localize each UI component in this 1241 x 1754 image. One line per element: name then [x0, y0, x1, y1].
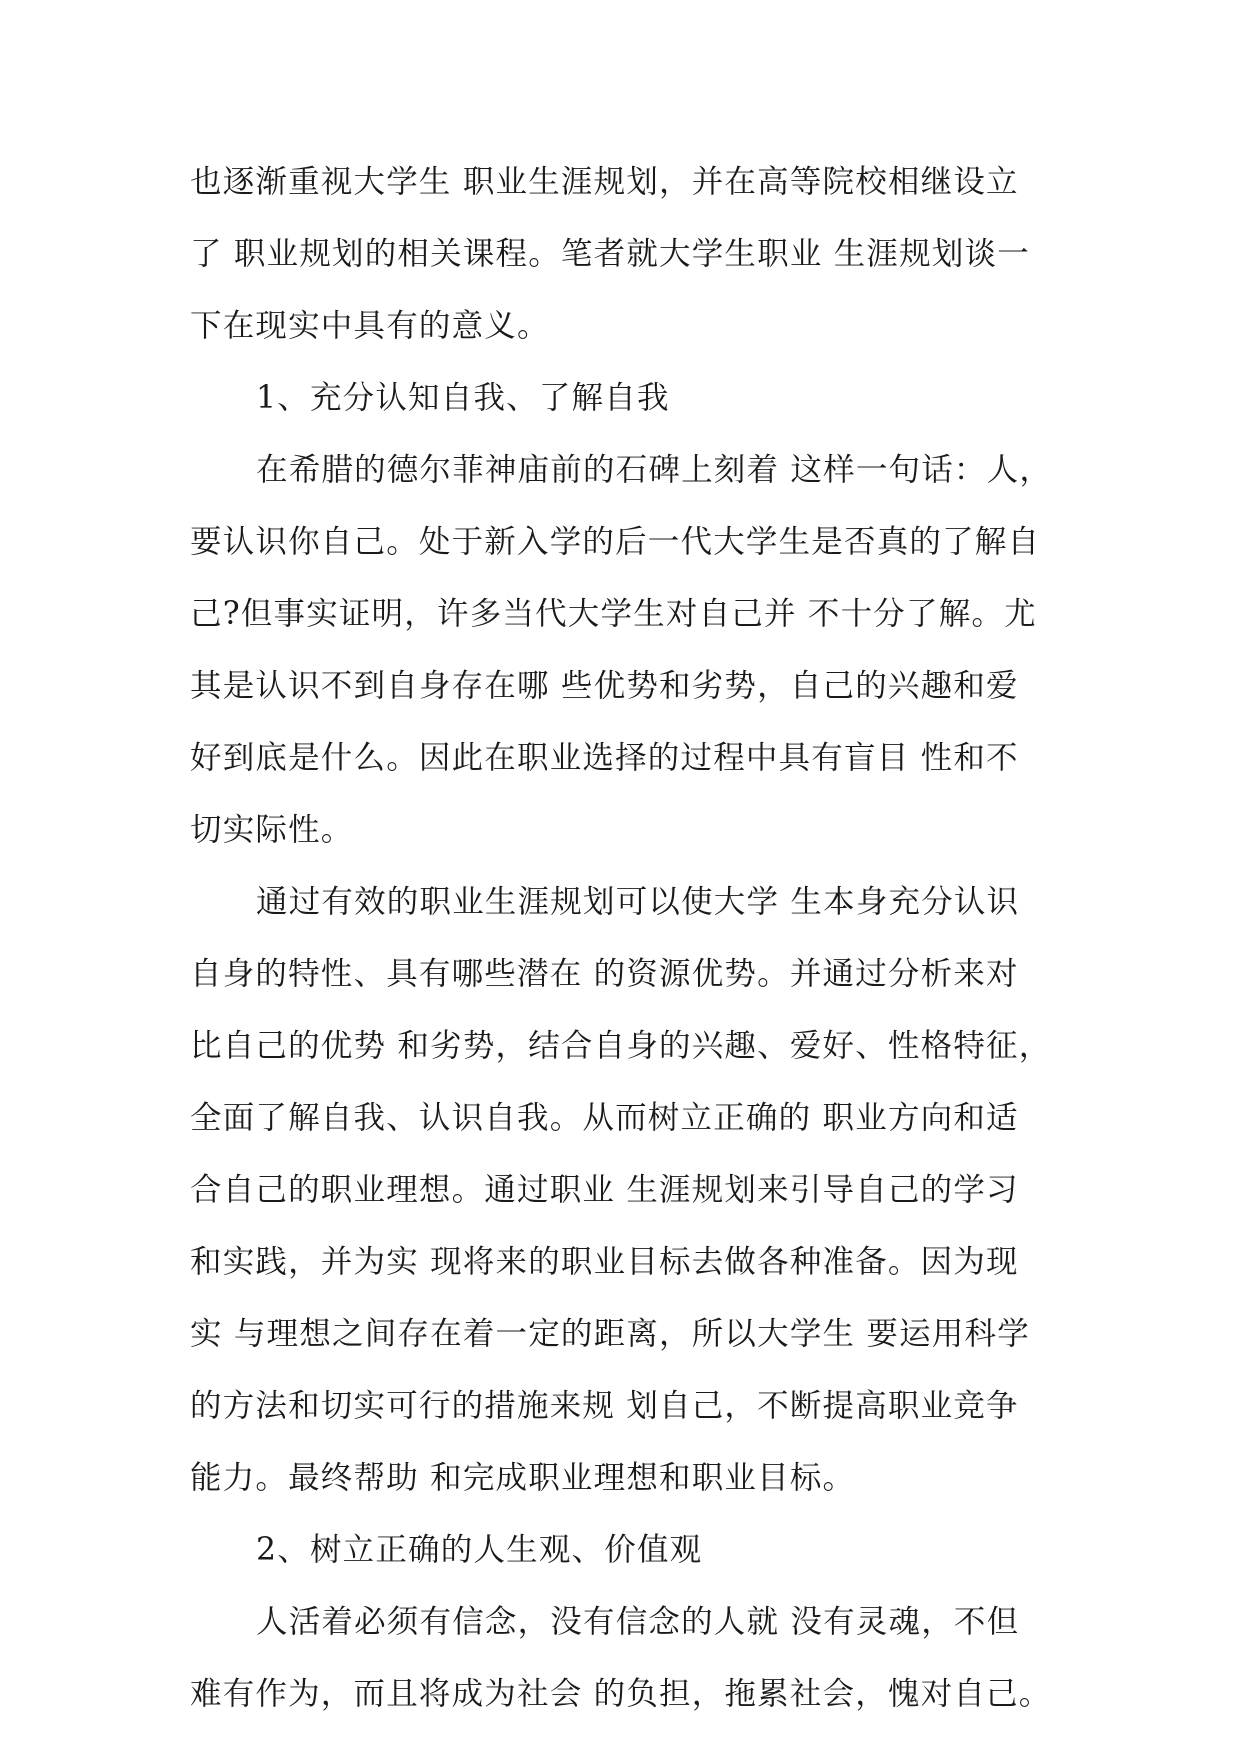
- text-line: 切实际性。: [190, 812, 354, 848]
- text-line: 人活着必须有信念，没有信念的人就 没有灵魂，不但: [256, 1604, 1020, 1640]
- text-line: 实 与理想之间存在着一定的距离，所以大学生 要运用科学: [190, 1316, 1030, 1352]
- text-line: 合自己的职业理想。通过职业 生涯规划来引导自己的学习: [190, 1172, 1019, 1208]
- text-line: 在希腊的德尔菲神庙前的石碑上刻着 这样一句话：人，: [256, 452, 1053, 488]
- text-line: 好到底是什么。因此在职业选择的过程中具有盲目 性和不: [190, 740, 1019, 776]
- text-line: 比自己的优势 和劣势，结合自身的兴趣、爱好、性格特征，: [190, 1028, 1052, 1064]
- section-heading: 1、充分认知自我、了解自我: [256, 380, 670, 416]
- text-line: 自身的特性、具有哪些潜在 的资源优势。并通过分析来对: [190, 956, 1019, 992]
- text-line: 能力。最终帮助 和完成职业理想和职业目标。: [190, 1460, 856, 1496]
- text-line: 要认识你自己。处于新入学的后一代大学生是否真的了解自: [190, 524, 1041, 560]
- text-line: 其是认识不到自身存在哪 些优势和劣势，自己的兴趣和爱: [190, 668, 1019, 704]
- text-line: 也逐渐重视大学生 职业生涯规划，并在高等院校相继设立: [190, 164, 1019, 200]
- text-line: 难有作为，而且将成为社会 的负担，拖累社会，愧对自己。: [190, 1676, 1052, 1712]
- text-line: 了 职业规划的相关课程。笔者就大学生职业 生涯规划谈一: [190, 236, 1030, 272]
- text-line: 通过有效的职业生涯规划可以使大学 生本身充分认识: [256, 884, 1020, 920]
- text-line: 的方法和切实可行的措施来规 划自己，不断提高职业竞争: [190, 1388, 1019, 1424]
- text-line: 全面了解自我、认识自我。从而树立正确的 职业方向和适: [190, 1100, 1019, 1136]
- text-line: 下在现实中具有的意义。: [190, 308, 550, 344]
- text-line: 和实践，并为实 现将来的职业目标去做各种准备。因为现: [190, 1244, 1019, 1280]
- text-line: 己?但事实证明，许多当代大学生对自己并 不十分了解。尤: [190, 596, 1037, 632]
- section-heading: 2、树立正确的人生观、价值观: [256, 1532, 703, 1568]
